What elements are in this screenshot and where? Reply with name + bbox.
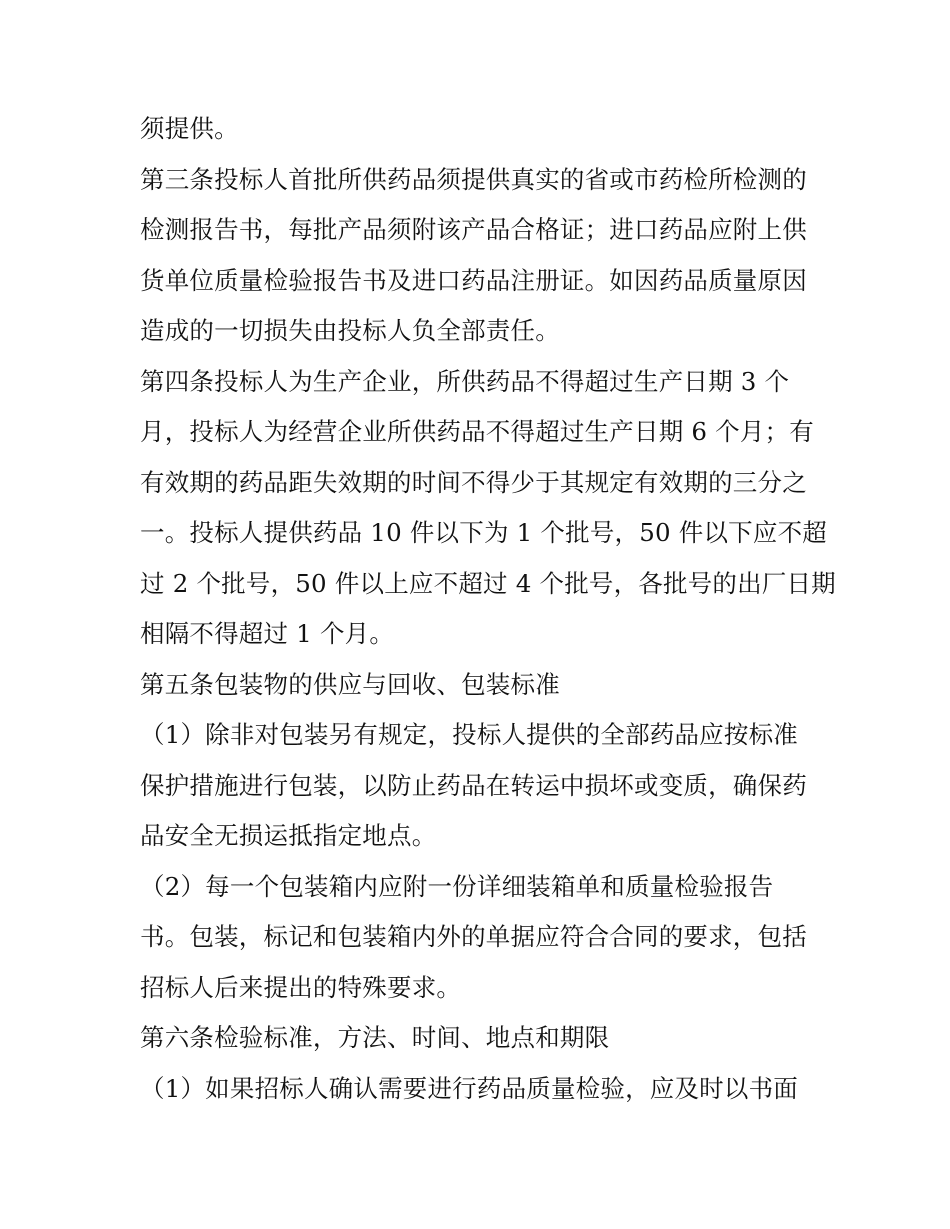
text-line: 须提供。 <box>140 114 239 143</box>
text-line: 月，投标人为经营企业所供药品不得超过生产日期 6 个月；有 <box>140 417 814 446</box>
article-3-heading-line: 第三条投标人首批所供药品须提供真实的省或市药检所检测的 <box>140 164 807 194</box>
text-line: 招标人后来提出的特殊要求。 <box>140 972 462 1002</box>
text-line: 有效期的药品距失效期的时间不得少于其规定有效期的三分之 <box>140 467 807 497</box>
article-5-heading: 第五条包装物的供应与回收、包装标准 <box>140 669 560 699</box>
text-line: 相隔不得超过 1 个月。 <box>140 619 395 648</box>
text-line: 造成的一切损失由投标人负全部责任。 <box>140 316 560 345</box>
text-line: 检测报告书，每批产品须附该产品合格证；进口药品应附上供 <box>140 215 807 244</box>
text-line: 货单位质量检验报告书及进口药品注册证。如因药品质量原因 <box>140 265 807 295</box>
clause-5-2-line: （2）每一个包装箱内应附一份详细装箱单和质量检验报告 <box>140 871 774 901</box>
article-4-heading-line: 第四条投标人为生产企业，所供药品不得超过生产日期 3 个 <box>140 366 790 396</box>
article-6-heading: 第六条检验标准，方法、时间、地点和期限 <box>140 1023 610 1052</box>
text-line: 一。投标人提供药品 10 件以下为 1 个批号，50 件以下应不超 <box>140 518 827 547</box>
document-body <box>140 107 836 1117</box>
text-line: 保护措施进行包装，以防止药品在转运中损坏或变质，确保药 <box>140 770 807 800</box>
text-line: 书。包装，标记和包装箱内外的单据应符合合同的要求，包括 <box>140 922 807 951</box>
clause-6-1-line: （1）如果招标人确认需要进行药品质量检验，应及时以书面 <box>140 1073 798 1103</box>
text-line: 品安全无损运抵指定地点。 <box>140 821 437 850</box>
clause-5-1-line: （1）除非对包装另有规定，投标人提供的全部药品应按标准 <box>140 720 798 749</box>
text-line: 过 2 个批号，50 件以上应不超过 4 个批号，各批号的出厂日期 <box>140 568 836 598</box>
